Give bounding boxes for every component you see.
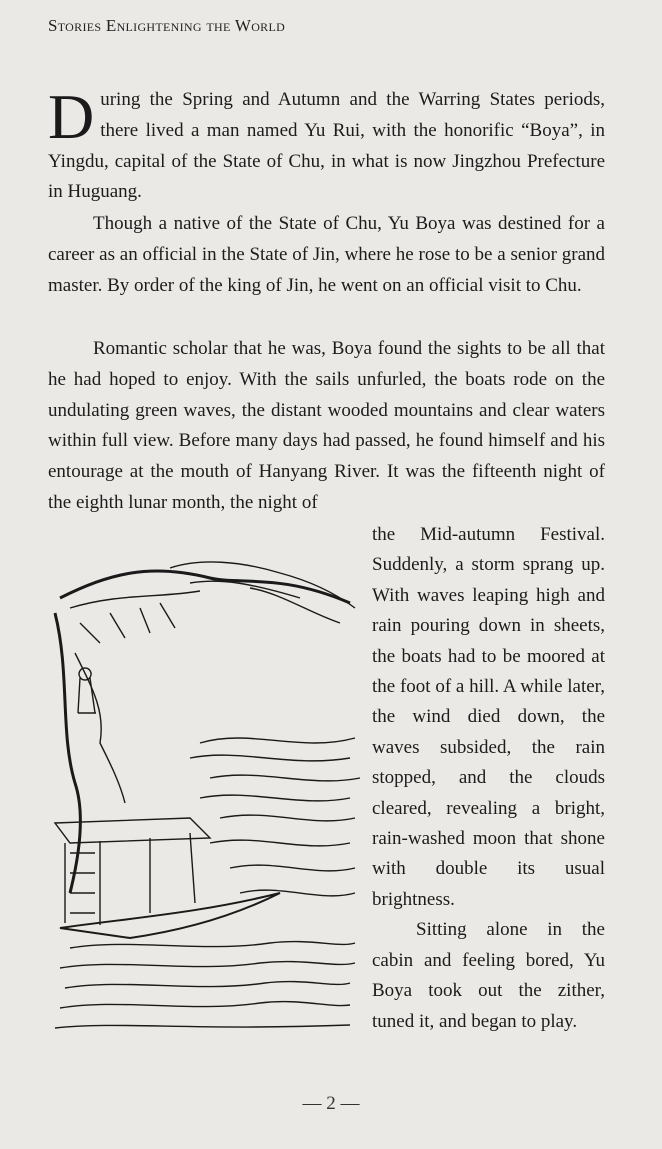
text-column xyxy=(372,520,605,1037)
paragraph-1-text: uring the Spring and Autumn and the Warring States periods, there lived a man named Yu Rui, with the honorific “Boya”, in Yingdu, capital of the State of Chu, in what is now Jingzhou Prefecture in Huguang. xyxy=(48,89,605,203)
paragraph-4-text: Sitting alone in the cabin and feeling bored, Yu Boya took out the zither, tuned it, and began to play. xyxy=(372,919,605,1032)
paragraph-3-continued: the Mid-autumn Festival. Suddenly, a storm sprang up. With waves leaping high and rain pouring down in sheets, the boats had to be moored at the foot of a hill. A while later, the wind died down, the waves subsided, the rain stopped, and the clouds cleared, revealing a bright, rain-washed moon that shone with double its usual brightness. xyxy=(372,524,605,910)
paragraph-3-text: Romantic scholar that he was, Boya found the sights to be all that he had hoped to enjoy. With the sails unfurled, the boats rode on the undulating green waves, the distant wooded mountains and clear waters within full view. Before many days had passed, he found himself and his entourage at the mouth of Hanyang River. It was the fifteenth night of the eighth lunar month, the night of xyxy=(48,338,605,513)
page-number: — 2 — xyxy=(302,1093,360,1114)
paragraph-2 xyxy=(48,209,605,301)
woodcut-illustration xyxy=(50,553,362,1038)
paragraph-3 xyxy=(48,334,605,519)
running-header: Stories Enlightening the World xyxy=(48,16,286,35)
drop-cap: D xyxy=(48,81,95,152)
paragraph-1 xyxy=(48,81,605,208)
paragraph-2-text: Though a native of the State of Chu, Yu Boya was destined for a career as an official in the State of Jin, where he rose to be a senior grand master. By order of the king of Jin, he went on an official visit to Chu. xyxy=(48,213,605,296)
